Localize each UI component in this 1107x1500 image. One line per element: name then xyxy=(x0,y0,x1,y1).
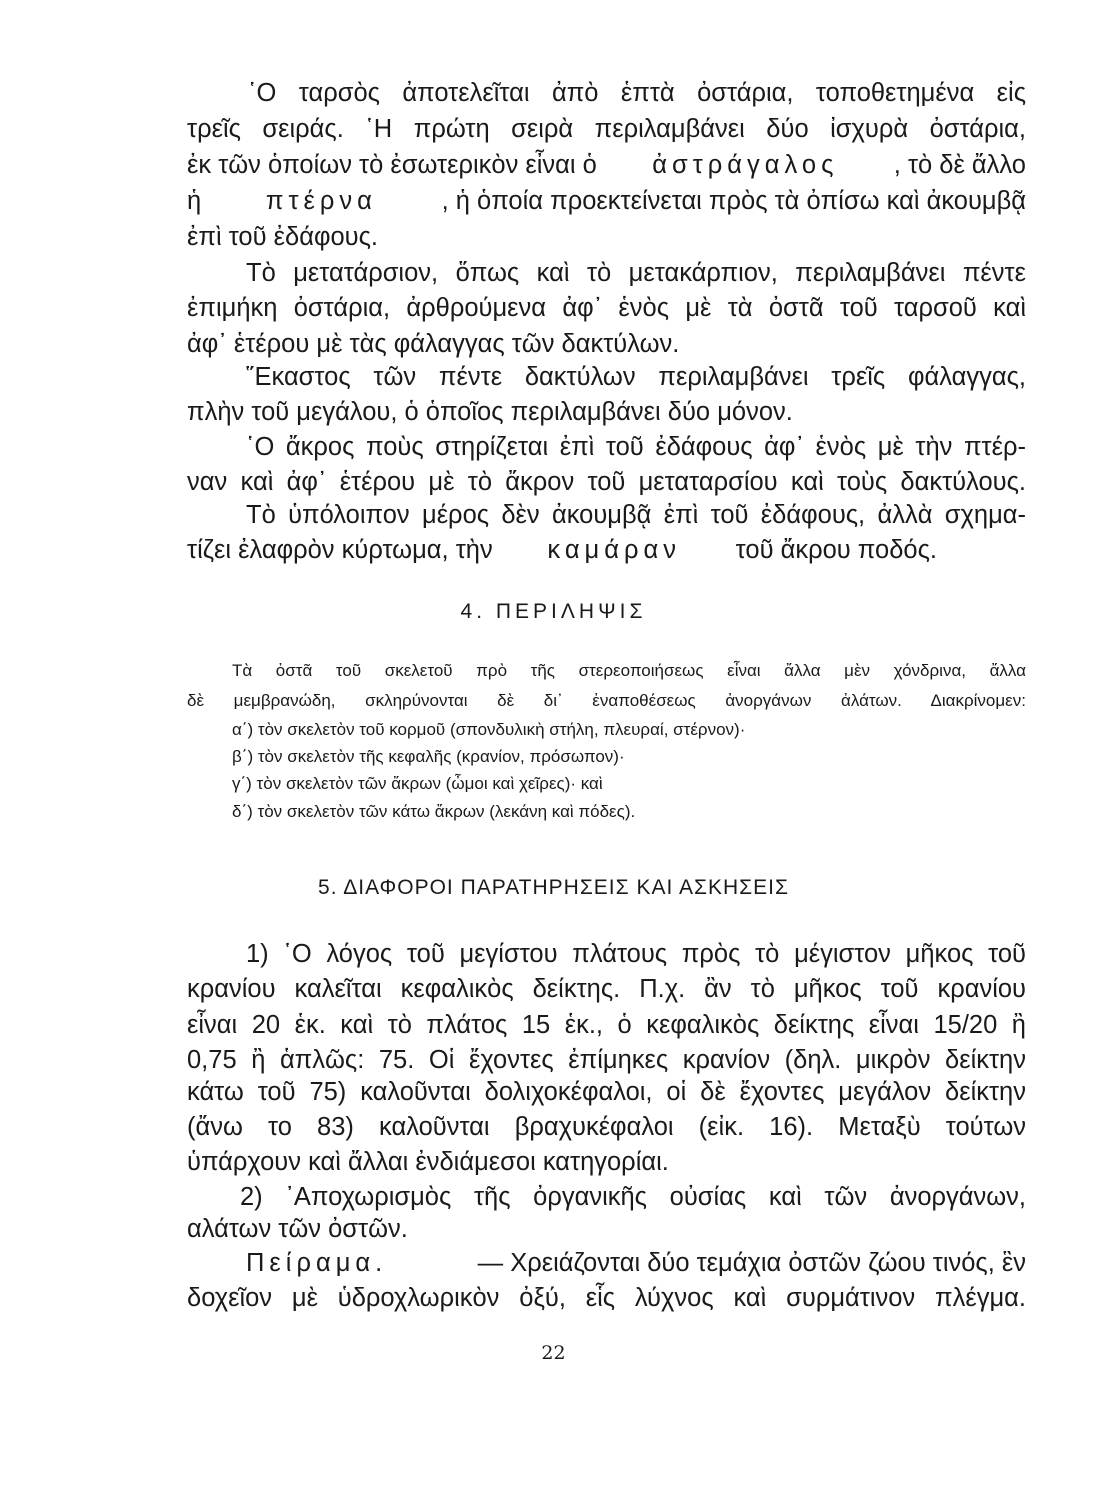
text-line: ἐπὶ τοῦ ἐδάφους. xyxy=(187,223,378,251)
text-line: κρανίου καλεῖται κεφαλικὸς δείκτης. Π.χ. ἂν τὸ μῆκος τοῦ κρανίου xyxy=(187,975,1026,1003)
emphasis-term: πτέρνα xyxy=(265,187,377,215)
section-heading: 5. ΔΙΑΦΟΡΟΙ ΠΑΡΑΤΗΡΗΣΕΙΣ ΚΑΙ ΑΣΚΗΣΕΙΣ xyxy=(318,876,789,899)
text-line: κάτω τοῦ 75) καλοῦνται δολιχοκέφαλοι, οἱ δὲ ἔχοντες μεγάλον δείκτην xyxy=(187,1078,1026,1106)
summary-list-item: γ΄) τὸν σκελετὸν τῶν ἄκρων (ὦμοι καὶ χεῖρες)· καὶ xyxy=(232,774,603,793)
text-line: ῞Εκαστος τῶν πέντε δακτύλων περιλαμβάνει τρεῖς φάλαγγας, xyxy=(246,363,1026,391)
section-heading: 4. ΠΕΡΙΛΗΨΙΣ xyxy=(460,600,647,623)
text-span: ἡ xyxy=(187,187,202,215)
text-line: ἐπιμήκη ὀστάρια, ἀρθρούμενα ἀφ᾽ ἑνὸς μὲ τὰ ὀστᾶ τοῦ ταρσοῦ καὶ xyxy=(187,294,1026,322)
text-line: 1) ῾Ο λόγος τοῦ μεγίστου πλάτους πρὸς τὸ μέγιστον μῆκος τοῦ xyxy=(246,940,1026,968)
text-line xyxy=(187,533,937,567)
emphasis-term: Πείραμα. xyxy=(246,1249,388,1277)
text-line: ἀφ᾽ ἑτέρου μὲ τὰς φάλαγγας τῶν δακτύλων. xyxy=(187,330,680,358)
text-line: αλάτων τῶν ὀστῶν. xyxy=(187,1215,408,1243)
text-line: Τὸ ὑπόλοιπον μέρος δὲν ἀκουμβᾷ ἐπὶ τοῦ ἐδάφους, ἀλλὰ σχημα- xyxy=(246,501,1026,529)
text-span: — Χρειάζονται δύο τεμάχια ὀστῶν ζώου τινός, ἓν xyxy=(477,1249,1026,1277)
summary-line: Τὰ ὀστᾶ τοῦ σκελετοῦ πρὸ τῆς στερεοποιήσεως εἶναι ἄλλα μὲν χόνδρινα, ἄλλα xyxy=(232,661,1026,680)
text-line: ὑπάρχουν καὶ ἄλλαι ἐνδιάμεσοι κατηγορίαι. xyxy=(187,1148,669,1176)
text-span: τοῦ ἄκρου ποδός. xyxy=(735,536,937,564)
emphasis-term: καμάραν xyxy=(547,536,681,564)
text-span: , τὸ δὲ ἄλλο xyxy=(893,151,1026,179)
page-number: 22 xyxy=(541,1342,566,1364)
text-line: (ἄνω το 83) καλοῦνται βραχυκέφαλοι (εἰκ. 16). Μεταξὺ τούτων xyxy=(187,1113,1026,1141)
text-line: 2) ᾿Αποχωρισμὸς τῆς ὀργανικῆς οὐσίας καὶ τῶν ἀνοργάνων, xyxy=(240,1183,1026,1211)
text-line xyxy=(187,148,1026,182)
text-line: ῾Ο ἄκρος ποὺς στηρίζεται ἐπὶ τοῦ ἐδάφους ἀφ᾽ ἑνὸς μὲ τὴν πτέρ- xyxy=(246,433,1026,461)
text-span: ἐκ τῶν ὁποίων τὸ ἐσωτερικὸν εἶναι ὁ xyxy=(187,151,597,179)
summary-list-item: δ΄) τὸν σκελετὸν τῶν κάτω ἄκρων (λεκάνη καὶ πόδες). xyxy=(232,802,636,821)
text-line: τρεῖς σειράς. ῾Η πρώτη σειρὰ περιλαμβάνει δύο ἰσχυρὰ ὀστάρια, xyxy=(187,115,1026,143)
summary-list-item: α΄) τὸν σκελετὸν τοῦ κορμοῦ (σπονδυλικὴ στήλη, πλευραί, στέρνον)· xyxy=(232,720,746,739)
text-line: ναν καὶ ἀφ᾽ ἑτέρου μὲ τὸ ἄκρον τοῦ μεταταρσίου καὶ τοὺς δακτύλους. xyxy=(187,468,1026,496)
text-span: τίζει ἐλαφρὸν κύρτωμα, τὴν xyxy=(187,536,493,564)
summary-line: δὲ μεμβρανώδη, σκληρύνονται δὲ δι᾽ ἐναποθέσεως ἀνοργάνων ἀλάτων. Διακρίνομεν: xyxy=(187,691,1026,710)
text-line: ῾Ο ταρσὸς ἀποτελεῖται ἀπὸ ἑπτὰ ὀστάρια, τοποθετημένα εἰς xyxy=(248,79,1026,107)
text-line: Τὸ μετατάρσιον, ὅπως καὶ τὸ μετακάρπιον, περιλαμβάνει πέντε xyxy=(246,259,1026,287)
text-line xyxy=(246,1246,1026,1280)
summary-list-item: β΄) τὸν σκελετὸν τῆς κεφαλῆς (κρανίον, πρόσωπον)· xyxy=(232,747,625,766)
text-line: δοχεῖον μὲ ὑδροχλωρικὸν ὀξύ, εἷς λύχνος καὶ συρμάτινον πλέγμα. xyxy=(187,1284,1026,1312)
text-line: 0,75 ἢ ἁπλῶς: 75. Οἱ ἔχοντες ἐπίμηκες κρανίον (δηλ. μικρὸν δείκτην xyxy=(187,1046,1026,1074)
text-line: πλὴν τοῦ μεγάλου, ὁ ὁποῖος περιλαμβάνει δύο μόνον. xyxy=(187,398,793,426)
text-line xyxy=(187,184,1026,218)
text-span: , ἡ ὁποία προεκτείνεται πρὸς τὰ ὀπίσω καὶ ἀκουμβᾷ xyxy=(441,187,1026,215)
emphasis-term: ἀστράγαλος xyxy=(652,151,839,179)
text-line: εἶναι 20 ἑκ. καὶ τὸ πλάτος 15 ἑκ., ὁ κεφαλικὸς δείκτης εἶναι 15/20 ἢ xyxy=(187,1011,1026,1039)
